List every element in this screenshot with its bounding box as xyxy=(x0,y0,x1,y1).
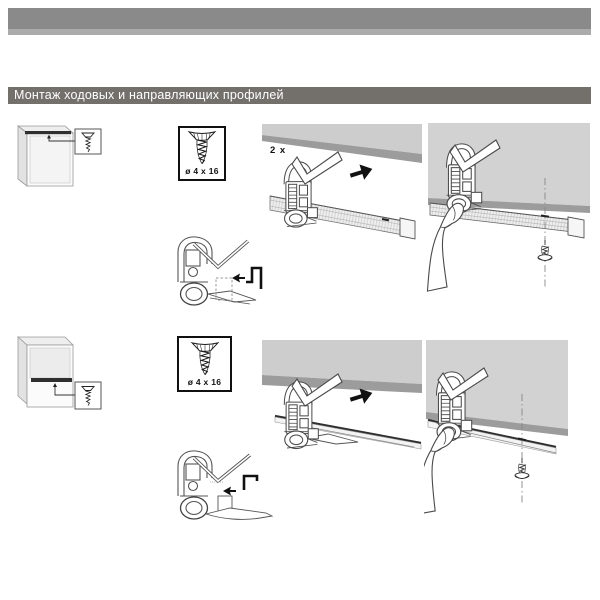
guide-profile-cross-section-icon xyxy=(244,476,257,490)
hand-press-icon xyxy=(424,427,467,514)
clip-detail-bottom-illustration xyxy=(170,446,288,530)
top-running-profile-bar xyxy=(25,131,71,134)
top-strip-dark-band xyxy=(8,8,591,29)
step1-insert-clip-illustration xyxy=(262,120,422,248)
cabinet-bottom-rail-illustration xyxy=(14,332,120,414)
step1-insert-clip-bottom-illustration xyxy=(262,332,422,452)
bottom-guide-profile-bar xyxy=(31,378,72,382)
screw-spec-label-1: ø 4 x 16 xyxy=(185,166,219,176)
screw-from-below-icon xyxy=(515,458,529,479)
top-strip-light-band xyxy=(8,29,591,35)
countersunk-screw-icon xyxy=(189,341,221,377)
screw-size-box-1 xyxy=(178,126,226,181)
insert-arrow-icon xyxy=(223,487,236,496)
mounting-clip-icon xyxy=(178,451,272,520)
quantity-label-1: 2 x xyxy=(270,145,287,156)
countersunk-screw-icon xyxy=(186,130,218,166)
mounting-clip-icon xyxy=(178,237,256,305)
screw-size-box-2 xyxy=(177,336,232,392)
section-header xyxy=(8,87,591,104)
screw-hole-mark xyxy=(541,216,549,217)
clip-lever-icon xyxy=(194,241,248,267)
step2-fix-clip-bottom-illustration xyxy=(424,332,592,514)
screw-spec-label-2: ø 4 x 16 xyxy=(187,377,222,387)
insert-arrow-icon xyxy=(232,274,245,283)
clip-detail-top-illustration xyxy=(170,232,282,316)
step2-fix-clip-illustration xyxy=(426,120,592,296)
screw-from-below-icon xyxy=(538,240,552,261)
top-profile-cross-section-icon xyxy=(246,268,261,289)
slide-direction-arrow-icon xyxy=(348,161,375,183)
cabinet-top-rail-illustration xyxy=(14,122,120,194)
screw-hole-mark xyxy=(382,219,389,220)
top-strip xyxy=(8,8,591,35)
section-title: Монтаж ходовых и направляющих профилей xyxy=(14,88,284,102)
